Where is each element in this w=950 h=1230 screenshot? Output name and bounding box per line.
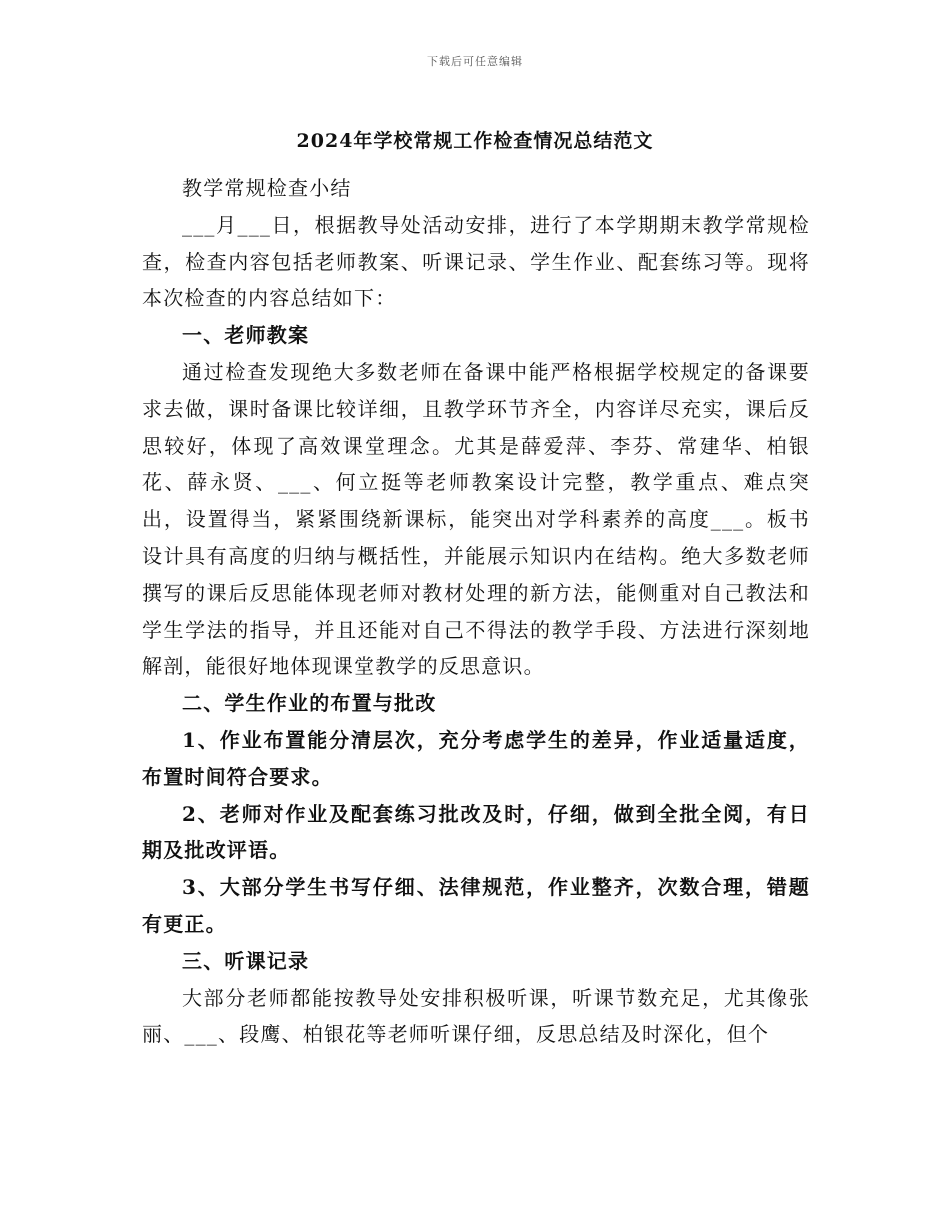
paragraph-lesson-observation: 大部分老师都能按教导处安排积极听课，听课节数充足，尤其像张丽、___、段鹰、柏银花等老师听课仔细，反思总结及时深化，但个 <box>142 985 810 1047</box>
paragraph-homework-2: 2、老师对作业及配套练习批改及时，仔细，做到全批全阅，有日期及批改评语。 <box>142 801 810 863</box>
section-heading-lesson-plans: 一、老师教案 <box>182 323 310 348</box>
paragraph-intro: ___月___日，根据教导处活动安排，进行了本学期期末教学常规检查，检查内容包括老师教案、听课记录、学生作业、配套练习等。现将本次检查的内容总结如下： <box>142 212 810 311</box>
document-body <box>142 170 810 1053</box>
section-heading-homework: 二、学生作业的布置与批改 <box>182 691 437 716</box>
header-note: 下载后可任意编辑 <box>427 55 523 68</box>
document-title: 2024年学校常规工作检查情况总结范文 <box>296 130 654 152</box>
paragraph-homework-3: 3、大部分学生书写仔细、法律规范，作业整齐，次数合理，错题有更正。 <box>142 875 810 936</box>
section-heading-lesson-observation: 三、听课记录 <box>182 948 310 973</box>
paragraph-lesson-plans: 通过检查发现绝大多数老师在备课中能严格根据学校规定的备课要求去做，课时备课比较详细，且教学环节齐全，内容详尽充实，课后反思较好，体现了高效课堂理念。尤其是薛爱萍、李芬、常建华、柏银花、薛永贤、___、何立挺等老师教案设计完整，教学重点、难点突出，设置得当，紧紧围绕新课标，能突出对学科素养的高度___。板书设计具有高度的归纳与概括性，并能展示知识内在结构。绝大多数老师撰写的课后反思能体现老师对教材处理的新方法，能侧重对自己教法和学生学法的指导，并且还能对自己不得法的教学手段、方法进行深刻地解剖，能很好地体现课堂教学的反思意识。 <box>142 359 810 679</box>
paragraph-intro-heading: 教学常规检查小结 <box>182 176 352 200</box>
paragraph-homework-1: 1、作业布置能分清层次，充分考虑学生的差异，作业适量适度，布置时间符合要求。 <box>142 727 810 789</box>
